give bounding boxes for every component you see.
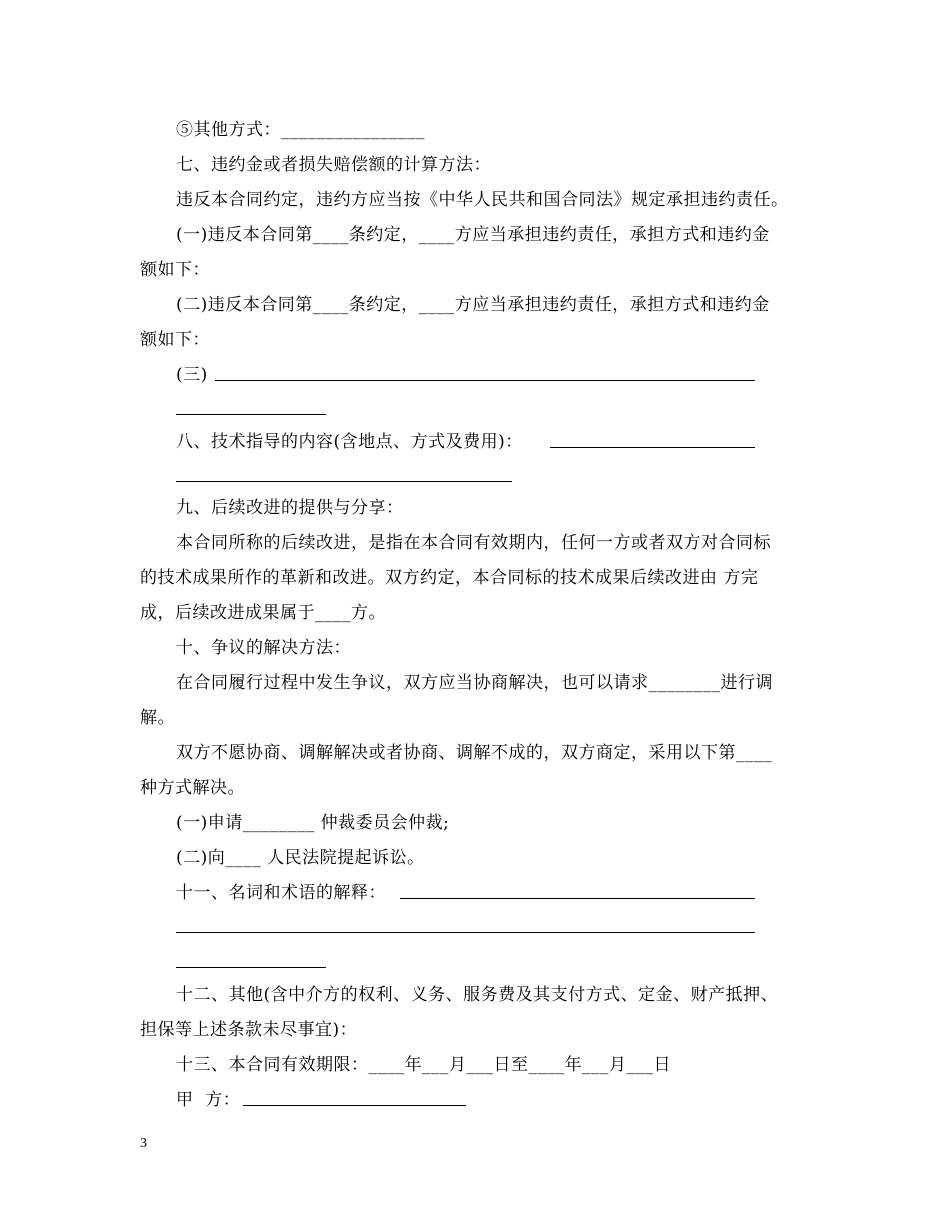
paragraph-line: 额如下： [140, 330, 210, 350]
section-heading-other: 十二、其他(含中介方的权利、义务、服务费及其支付方式、定金、财产抵押、 [176, 985, 779, 1005]
blank-fill-line [550, 447, 755, 448]
party-a-label: 甲 方： [176, 1090, 241, 1110]
paragraph-line: 的技术成果所作的革新和改进。双方约定，本合同标的技术成果后续改进由 方完 [140, 568, 759, 588]
paragraph-line: 额如下： [140, 260, 210, 280]
paragraph-line: 本合同所称的后续改进，是指在本合同有效期内，任何一方或者双方对合同标 [176, 533, 771, 553]
paragraph-line: 成，后续改进成果属于____方。 [140, 603, 386, 623]
blank-fill-line [215, 380, 755, 381]
text-line-other-method: ⑤其他方式：________________ [176, 120, 425, 140]
item-three-label: (三) [176, 365, 208, 385]
blank-fill-line [176, 932, 755, 933]
section-heading-tech-guidance: 八、技术指导的内容(含地点、方式及费用)： [176, 432, 523, 452]
section-heading-terms: 十一、名词和术语的解释： [176, 883, 386, 903]
paragraph-line: 违反本合同约定，违约方应当按《中华人民共和国合同法》规定承担违约责任。 [176, 190, 789, 210]
section-heading-validity: 十三、本合同有效期限：____年___月___日至____年___月___日 [176, 1055, 671, 1075]
paragraph-line: (二)违反本合同第____条约定，____方应当承担违约责任，承担方式和违约金 [176, 295, 770, 315]
blank-fill-line [400, 898, 755, 899]
paragraph-line: 在合同履行过程中发生争议，双方应当协商解决，也可以请求________进行调 [176, 673, 773, 693]
section-heading-penalty: 七、违约金或者损失赔偿额的计算方法： [176, 155, 491, 175]
blank-fill-line [176, 967, 326, 968]
section-heading-disputes: 十、争议的解决方法： [176, 638, 351, 658]
blank-fill-line [176, 414, 326, 415]
paragraph-line: (一)申请________ 仲裁委员会仲裁; [176, 813, 450, 833]
party-a-blank-line [243, 1105, 466, 1106]
paragraph-line: 双方不愿协商、调解解决或者协商、调解不成的，双方商定，采用以下第____ [176, 743, 772, 763]
section-heading-improvements: 九、后续改进的提供与分享： [176, 498, 404, 518]
paragraph-line: (一)违反本合同第____条约定，____方应当承担违约责任，承担方式和违约金 [176, 225, 770, 245]
paragraph-line: 担保等上述条款未尽事宜)： [140, 1020, 358, 1040]
paragraph-line: 种方式解决。 [140, 778, 245, 798]
paragraph-line: 解。 [140, 708, 175, 728]
blank-fill-line [176, 481, 512, 482]
page-number: 3 [140, 1136, 147, 1151]
paragraph-line: (二)向____ 人民法院提起诉讼。 [176, 848, 425, 868]
